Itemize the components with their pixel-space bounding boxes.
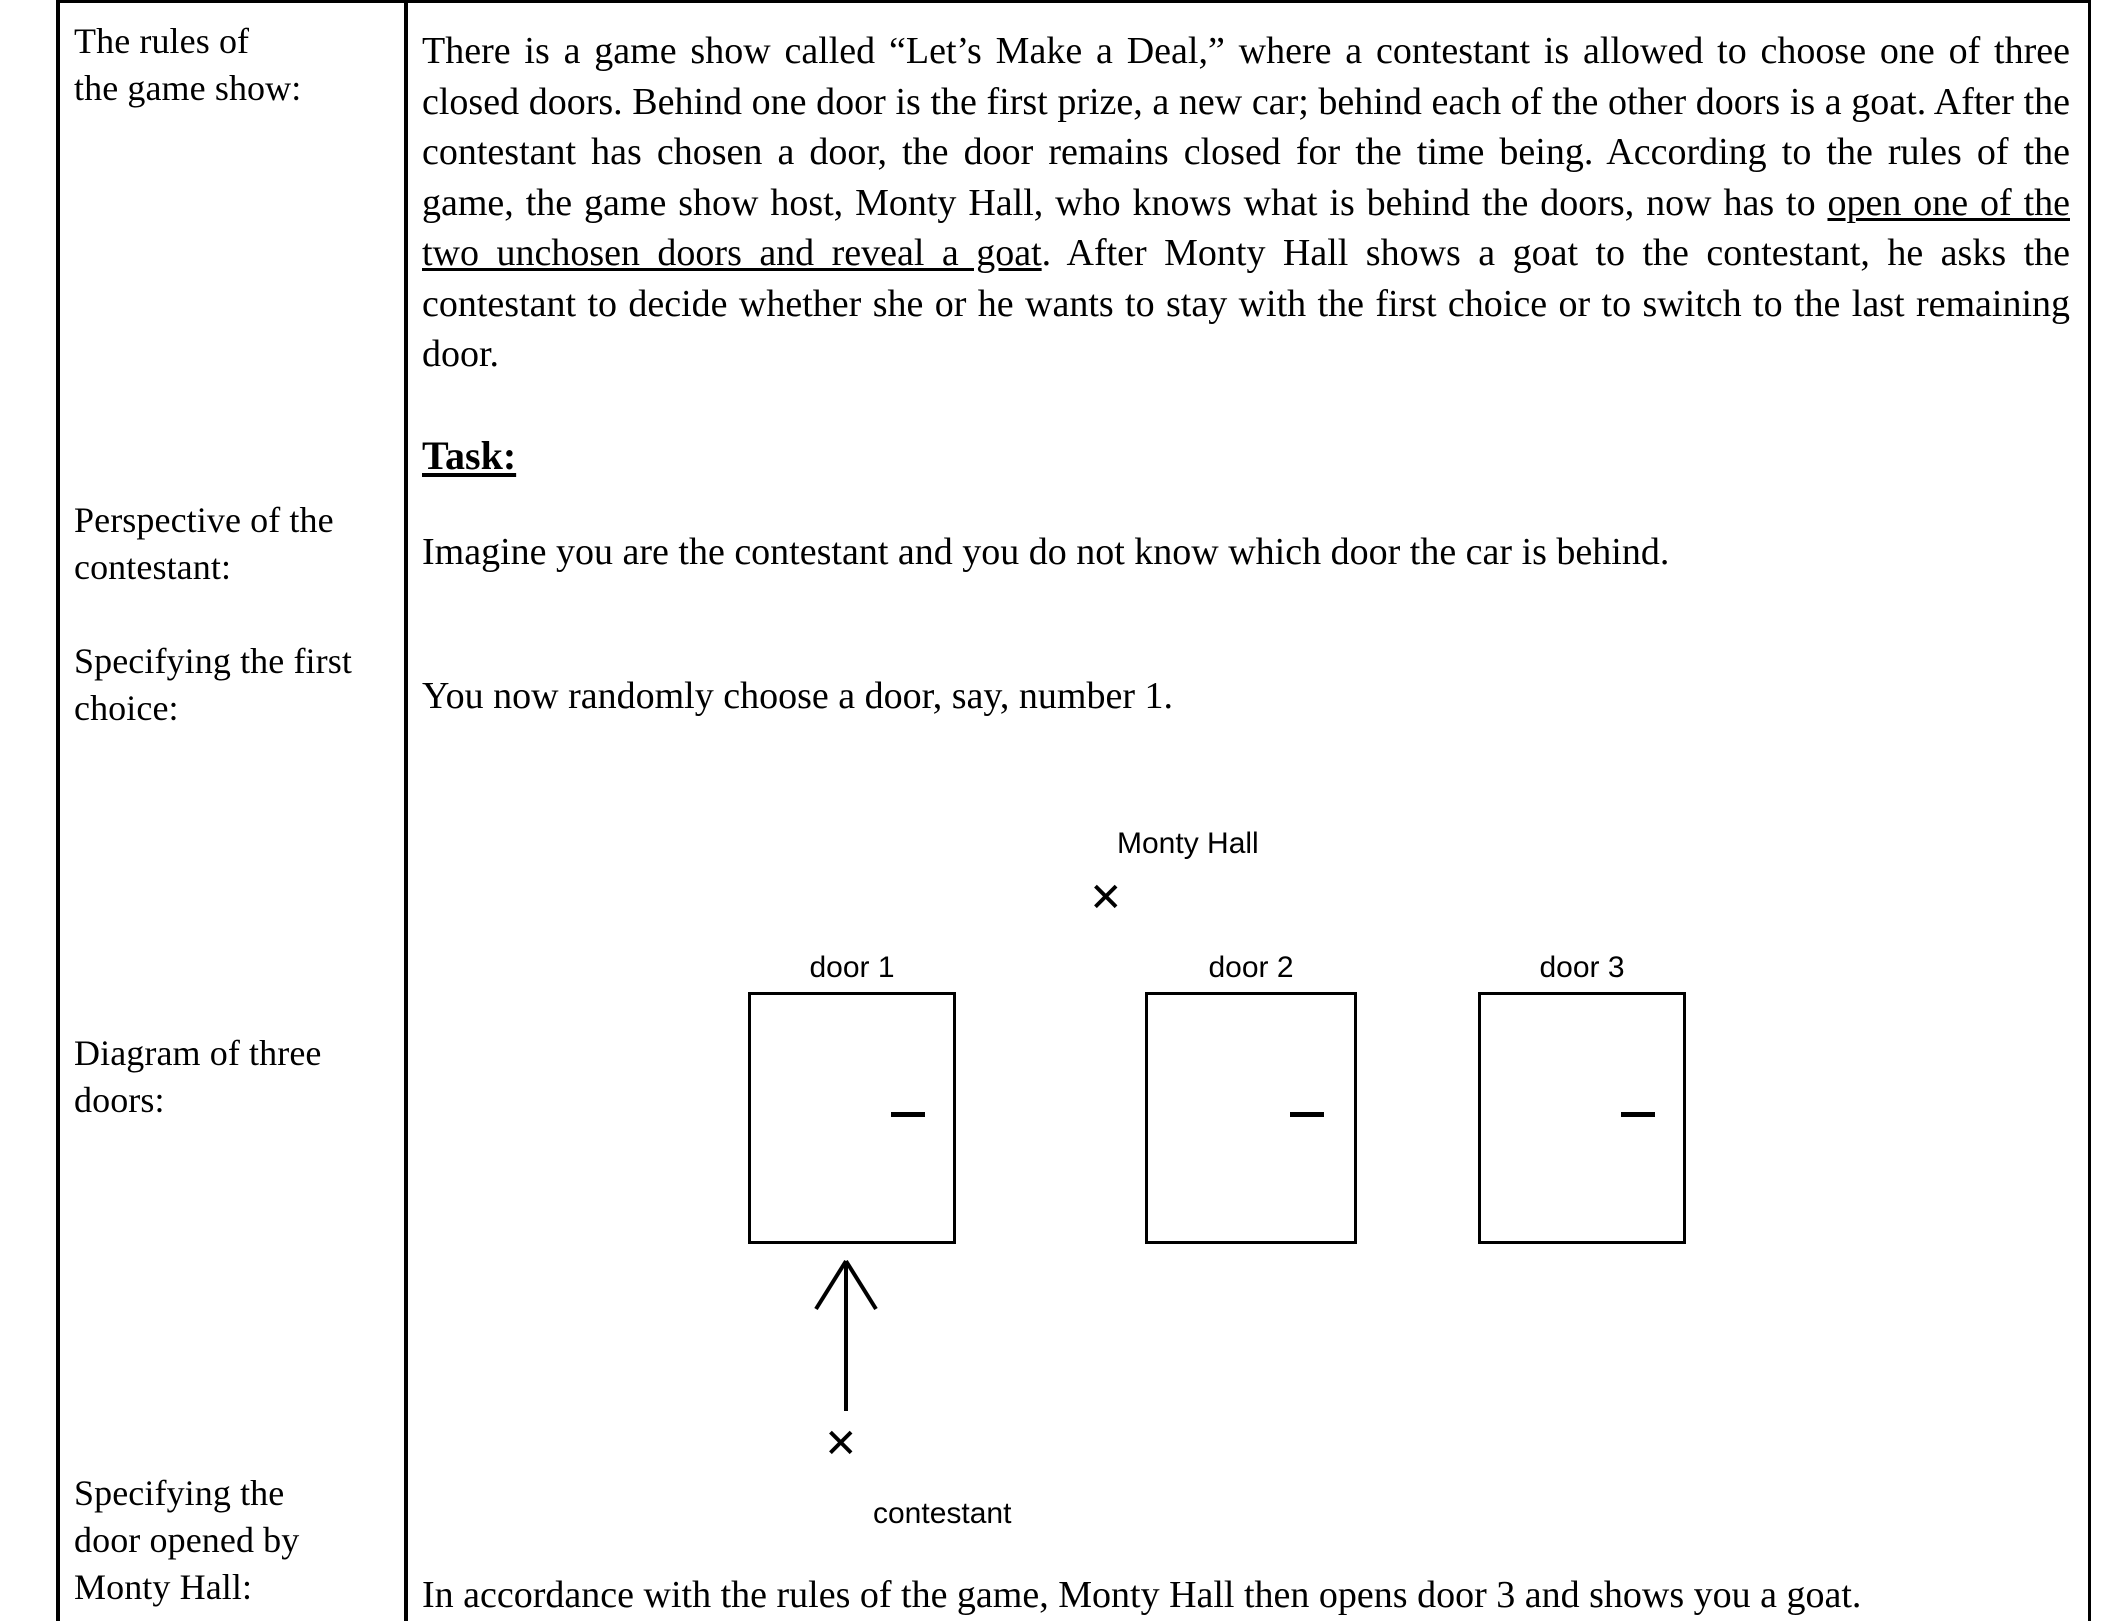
door-2[interactable] xyxy=(1145,992,1357,1244)
door-1-label: door 1 xyxy=(809,951,895,984)
row-label-opened-door-line1: Specifying the xyxy=(74,1473,285,1513)
table-left-border xyxy=(56,0,60,1621)
row-label-diagram-line1: Diagram of three xyxy=(74,1033,322,1073)
row-label-opened-door-line2: door opened by xyxy=(74,1520,300,1560)
door-1[interactable] xyxy=(748,992,956,1244)
row-label-rules-line1: The rules of xyxy=(74,21,250,61)
host-label: Monty Hall xyxy=(1117,827,1259,860)
row-label-perspective xyxy=(74,497,386,591)
row-label-first-choice-line1: Specifying the first xyxy=(74,641,352,681)
table-top-border xyxy=(56,0,2091,3)
table-column-divider xyxy=(404,0,408,1621)
table-right-border xyxy=(2088,0,2091,1621)
host-marker-x-icon: ✕ xyxy=(1089,876,1123,920)
door-3-label: door 3 xyxy=(1539,951,1625,984)
perspective-paragraph: Imagine you are the contestant and you do not know which door the car is behind. xyxy=(422,531,1670,573)
door-3[interactable] xyxy=(1478,992,1686,1244)
door-1-handle-icon xyxy=(891,1112,925,1117)
row-label-rules-line2: the game show: xyxy=(74,68,302,108)
door-3-handle-icon xyxy=(1621,1112,1655,1117)
row-label-diagram-line2: doors: xyxy=(74,1080,165,1120)
door-2-handle-icon xyxy=(1290,1112,1324,1117)
row-label-first-choice xyxy=(74,638,386,732)
row-label-opened-door-line3: Monty Hall: xyxy=(74,1567,253,1607)
door-2-label: door 2 xyxy=(1208,951,1294,984)
row-label-perspective-line1: Perspective of the xyxy=(74,500,334,540)
contestant-label: contestant xyxy=(873,1497,1012,1530)
row-label-rules xyxy=(74,18,386,112)
task-heading: Task: xyxy=(422,433,517,478)
row-label-first-choice-line2: choice: xyxy=(74,688,179,728)
rules-paragraph-part1: There is a game show called “Let’s Make a Deal,” where a contestant is allowed to choose one of three closed doors. Behind one door is the first prize, a new car; behind each of the other doors is a goat. After the contestant has chosen a door, the door remains closed for the time being. According to the rules of the game, the game show host, Monty Hall, who knows what is behind the doors, now has to xyxy=(422,30,2070,224)
rules-paragraph xyxy=(422,26,2070,380)
rules-paragraph-part2: . After Monty Hall shows a goat to the contestant, he asks the contestant to decide whether she or he wants to stay with the first choice or to switch to the last remaining door. xyxy=(422,232,2070,375)
first-choice-paragraph: You now randomly choose a door, say, number 1. xyxy=(422,675,1174,717)
opened-door-paragraph: In accordance with the rules of the game, Monty Hall then opens door 3 and shows you a goat. xyxy=(422,1574,1862,1616)
contestant-arrow-icon xyxy=(800,1253,910,1413)
row-label-diagram xyxy=(74,1030,386,1124)
rules-paragraph-underlined: open one of the two unchosen doors and reveal a goat xyxy=(422,181,2070,274)
row-label-opened-door xyxy=(74,1470,386,1611)
row-label-perspective-line2: contestant: xyxy=(74,547,232,587)
contestant-marker-x-icon: ✕ xyxy=(824,1422,858,1466)
